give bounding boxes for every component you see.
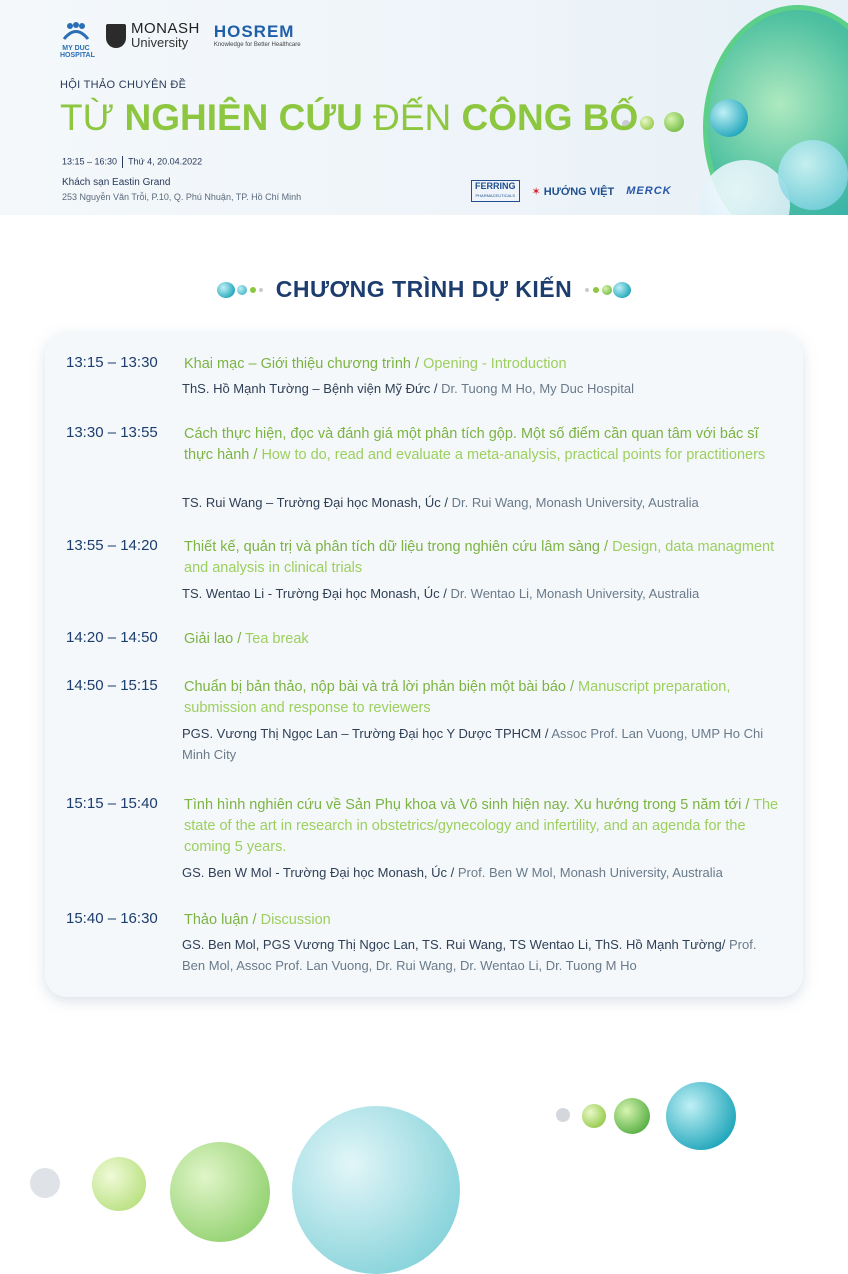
- bubble-decoration: [710, 99, 748, 137]
- topic-vi: Thảo luận: [184, 912, 249, 928]
- agenda-topic: Thảo luận / Discussion: [184, 912, 331, 928]
- speaker-en: Dr. Tuong M Ho, My Duc Hospital: [441, 381, 634, 396]
- agenda-topic: Khai mạc – Giới thiệu chương trình / Opening - Introduction: [184, 356, 567, 372]
- bubble-decoration: [778, 140, 848, 210]
- topic-en: How to do, read and evaluate a meta-analysis, practical points for practitioners: [261, 447, 766, 463]
- bubble-decoration: [292, 1106, 460, 1274]
- agenda-topic: Chuẩn bị bản thảo, nộp bài và trả lời phản biện một bài báo / Manuscript preparation, submission and response to reviewers: [184, 679, 731, 716]
- bubble-decoration: [92, 1157, 146, 1211]
- topic-en: The state of the art in research in obstetrics/gynecology and infertility, and an agenda for the coming 5 years.: [184, 797, 779, 855]
- agenda-speaker: TS. Wentao Li - Trường Đại học Monash, Úc / Dr. Wentao Li, Monash University, Australia: [182, 586, 700, 601]
- event-time: 13:15 – 16:30: [62, 156, 118, 167]
- ferring-logo-sub: PHARMACEUTICALS: [475, 193, 516, 198]
- divider: [122, 156, 123, 168]
- merck-logo: MERCK: [626, 185, 672, 197]
- topic-vi: Cách thực hiện, đọc và đánh giá một phân tích gộp. Một số điểm cần quan tâm với bác sĩ thực hành: [184, 426, 759, 463]
- myduc-logo-text: MY DUC HOSPITAL: [60, 45, 95, 59]
- bubble-decoration: [664, 112, 684, 132]
- monash-crest-icon: [106, 24, 126, 48]
- speaker-vi: TS. Wentao Li - Trường Đại học Monash, Úc: [182, 586, 440, 601]
- event-venue: Khách sạn Eastin Grand: [62, 177, 171, 188]
- event-date: Thứ 4, 20.04.2022: [128, 156, 203, 167]
- agenda-speaker: TS. Rui Wang – Trường Đại học Monash, Úc / Dr. Rui Wang, Monash University, Australia: [182, 495, 699, 510]
- agenda-time: 13:55 – 14:20: [66, 537, 158, 554]
- bubble-decoration: [556, 1108, 570, 1122]
- speaker-vi: GS. Ben W Mol - Trường Đại học Monash, Úc: [182, 865, 448, 880]
- hosrem-tagline: Knowledge for Better Healthcare: [213, 42, 301, 48]
- ferring-logo-text: FERRING: [475, 181, 516, 191]
- ferring-logo: [471, 180, 520, 202]
- myduc-logo: [60, 22, 95, 59]
- sponsor-row: [471, 180, 672, 202]
- bubble-decoration-right: [577, 280, 633, 300]
- agenda-time: 14:20 – 14:50: [66, 629, 158, 646]
- speaker-en: Prof. Ben Mol, Assoc Prof. Lan Vuong, Dr. Rui Wang, Dr. Wentao Li, Dr. Tuong M Ho: [182, 937, 757, 973]
- topic-vi: Tình hình nghiên cứu về Sản Phụ khoa và Vô sinh hiện nay. Xu hướng trong 5 năm tới: [184, 797, 742, 813]
- topic-vi: Chuẩn bị bản thảo, nộp bài và trả lời phản biện một bài báo: [184, 679, 566, 695]
- agenda-speaker: PGS. Vương Thị Ngọc Lan – Trường Đại học Y Dược TPHCM / Assoc Prof. Lan Vuong, UMP Ho Chi Minh City: [182, 726, 764, 762]
- bubble-decoration: [170, 1142, 270, 1242]
- topic-vi: Giải lao: [184, 631, 234, 647]
- logo-row: [60, 22, 301, 58]
- bubble-decoration: [666, 1082, 736, 1150]
- monash-logo-line2: University: [131, 35, 189, 50]
- agenda-time: 13:30 – 13:55: [66, 424, 158, 441]
- event-title: [60, 96, 638, 140]
- huongviet-mark-icon: ✶: [531, 185, 541, 198]
- huongviet-logo-text: HƯỚNG VIỆT: [543, 185, 615, 198]
- agenda-topic: Cách thực hiện, đọc và đánh giá một phân tích gộp. Một số điểm cần quan tâm với bác sĩ thực hành / How to do, read and evaluate a meta-analysis, practical points for practitioners: [184, 426, 766, 463]
- agenda-time: 15:40 – 16:30: [66, 910, 158, 927]
- bubble-decoration-left: [215, 280, 271, 300]
- monash-logo-line1: MONASH: [131, 20, 200, 37]
- bubble-decoration: [30, 1168, 60, 1198]
- agenda-speaker: ThS. Hồ Mạnh Tường – Bệnh viện Mỹ Đức / Dr. Tuong M Ho, My Duc Hospital: [182, 381, 634, 396]
- bubble-decoration: [614, 1098, 650, 1134]
- section-heading: [0, 276, 848, 303]
- speaker-en: Dr. Rui Wang, Monash University, Australia: [451, 495, 699, 510]
- speaker-en: Dr. Wentao Li, Monash University, Australia: [450, 586, 700, 601]
- header-banner: [0, 0, 848, 215]
- title-part: ĐẾN: [362, 97, 462, 138]
- agenda-speaker: GS. Ben Mol, PGS Vương Thị Ngọc Lan, TS. Rui Wang, TS Wentao Li, ThS. Hồ Mạnh Tường/ Prof. Ben Mol, Assoc Prof. Lan Vuong, Dr. Rui Wang, Dr. Wentao Li, Dr. Tuong M Ho: [182, 937, 757, 973]
- speaker-vi: ThS. Hồ Mạnh Tường – Bệnh viện Mỹ Đức: [182, 381, 431, 396]
- speaker-vi: TS. Rui Wang – Trường Đại học Monash, Úc: [182, 495, 441, 510]
- hosrem-logo: [214, 22, 301, 48]
- agenda-card: [45, 333, 803, 997]
- topic-en: Discussion: [260, 912, 331, 928]
- event-eyebrow: HỘI THẢO CHUYÊN ĐỀ: [60, 79, 187, 91]
- agenda-topic: Thiết kế, quản trị và phân tích dữ liệu trong nghiên cứu lâm sàng / Design, data managment and analysis in clinical trials: [184, 539, 775, 576]
- bubble-decoration: [582, 1104, 606, 1128]
- title-part: NGHIÊN CỨU: [124, 97, 363, 138]
- huongviet-logo: [532, 185, 615, 198]
- monash-logo: [106, 22, 200, 50]
- hosrem-logo-text: HOSREM: [213, 22, 295, 41]
- topic-en: Design, data managment and analysis in clinical trials: [184, 539, 775, 576]
- section-title: CHƯƠNG TRÌNH DỰ KIẾN: [275, 276, 573, 302]
- event-datetime: [62, 156, 202, 168]
- topic-en: Opening - Introduction: [423, 356, 567, 372]
- speaker-vi: GS. Ben Mol, PGS Vương Thị Ngọc Lan, TS. Rui Wang, TS Wentao Li, ThS. Hồ Mạnh Tường: [182, 937, 722, 952]
- topic-en: Manuscript preparation, submission and response to reviewers: [184, 679, 731, 716]
- bubble-decoration: [640, 116, 654, 130]
- topic-vi: Thiết kế, quản trị và phân tích dữ liệu trong nghiên cứu lâm sàng: [184, 539, 600, 555]
- speaker-vi: PGS. Vương Thị Ngọc Lan – Trường Đại học Y Dược TPHCM: [182, 726, 542, 741]
- agenda-time: 15:15 – 15:40: [66, 795, 158, 812]
- agenda-topic: Tình hình nghiên cứu về Sản Phụ khoa và Vô sinh hiện nay. Xu hướng trong 5 năm tới / The state of the art in research in obstetrics/gynecology and infertility, and an agenda for the coming 5 years.: [184, 797, 779, 855]
- title-part: TỪ: [60, 97, 125, 138]
- people-icon: [61, 22, 91, 40]
- topic-en: Tea break: [245, 631, 309, 647]
- event-address: 253 Nguyễn Văn Trỗi, P.10, Q. Phú Nhuận, TP. Hồ Chí Minh: [62, 192, 302, 202]
- agenda-topic: Giải lao / Tea break: [184, 631, 309, 647]
- agenda-speaker: GS. Ben W Mol - Trường Đại học Monash, Úc / Prof. Ben W Mol, Monash University, Australia: [182, 865, 723, 880]
- agenda-time: 13:15 – 13:30: [66, 354, 158, 371]
- speaker-en: Prof. Ben W Mol, Monash University, Australia: [457, 865, 723, 880]
- agenda-time: 14:50 – 15:15: [66, 677, 158, 694]
- topic-vi: Khai mạc – Giới thiệu chương trình: [184, 356, 411, 372]
- speaker-en: Assoc Prof. Lan Vuong, UMP Ho Chi Minh City: [182, 726, 764, 762]
- title-part: CÔNG BỐ: [461, 97, 639, 138]
